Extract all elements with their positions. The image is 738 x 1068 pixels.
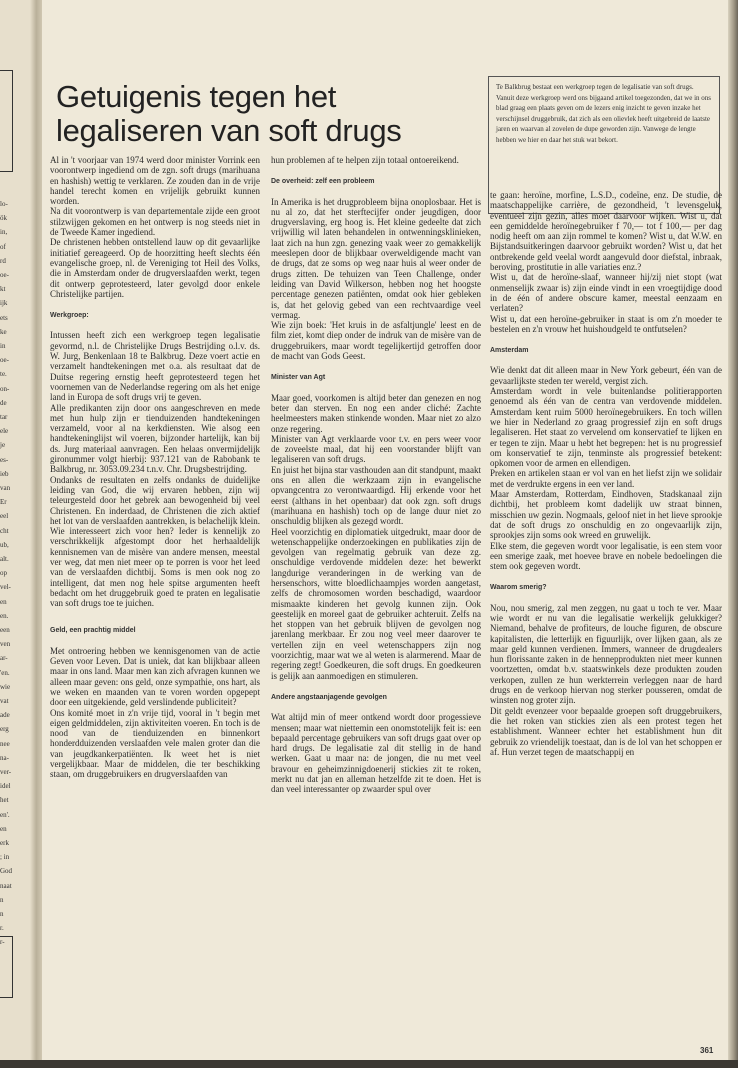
previous-page-fragment: en: [0, 824, 7, 833]
previous-page-fragment: ijk: [0, 299, 8, 308]
previous-page-fragment: en: [0, 597, 7, 606]
paragraph: Elke stem, die gegeven wordt voor legalisatie, is een stem voor een smerige zaak, met hoevee brave en nobele bedoelingen die stem ook gegeven wordt.: [490, 540, 722, 572]
previous-page-fragment: ök: [0, 214, 7, 223]
previous-page-fragment: van: [0, 484, 11, 492]
section-heading: Waarom smerig?: [490, 584, 547, 592]
previous-page-fragment: vel-: [0, 583, 11, 592]
section-heading: De overheid: zelf een probleem: [271, 178, 375, 186]
previous-page-fragment: oe-: [0, 271, 9, 279]
paragraph: Na dit voorontwerp is van departementale zijde een groot stilzwijgen gekomen en het ontwerp is nog steeds niet in de Tweede Kamer ingediend.: [50, 206, 260, 238]
article-title: Getuigenis tegen het legaliseren van soft drugs: [56, 79, 402, 148]
previous-page-fragment: erg: [0, 725, 9, 734]
previous-page-fragment: n: [0, 895, 4, 904]
paragraph: Nou, nou smerig, zal men zeggen, nu gaat u toch te ver. Maar wie wordt er nu van die legalisatie werkelijk gelukkiger? Niemand, behalve de profiteurs, de louche figuren, de obscure kapitalisten, die letterlijk en figuurlijk, over lijken gaan, als ze maar geld kunnen verdienen. Immers, wanneer de drugdealers hun florissante zaken in de hennepprodukten niet meer kunnen voortzetten, omdat b.v. staatswinkels deze produkten zouden verkopen, zullen ze hun werkterrein verleggen naar de hard drugs en de verkoop hiervan nog sterker pousseren, omdat de winsten nog groter zijn.: [490, 602, 722, 706]
page-number: 361: [700, 1046, 714, 1055]
paragraph: Ons komité moet in z'n vrije tijd, vooral in 't begin met eigen geldmiddelen, zijn aktiviteiten voeren. En toch is de nood van de tienduizenden en binnenkort honderdduizenden verslaafden vele malen groter dan die van jeugdkankerpatiënten. Ik weet het is niet vergelijkbaar. Maar de middelen, die ter beschikking staan, om druggebruikers en drugverslaafden van: [50, 707, 260, 780]
paragraph: Dit geldt evenzeer voor bepaalde groepen soft druggebruikers, die het roken van stickies zien als een protest tegen het establishment. Wanneer echter het establishment hun dit gebruik zo vriendelijk toestaat, dan is de lol van het schoppen er af. Hun verzet tegen de maatschappij en: [490, 705, 722, 757]
paragraph: hun problemen af te helpen zijn totaal ontoereikend.: [271, 155, 459, 165]
previous-page-fragment: cht: [0, 526, 9, 535]
previous-page-fragment: in,: [0, 228, 8, 237]
previous-page-fragment: r-: [0, 938, 5, 947]
previous-page-fragment: en'.: [0, 810, 10, 819]
previous-page-fragment: kt: [0, 285, 6, 294]
previous-page-fragment: en.: [0, 611, 9, 620]
previous-page-fragment: r.: [0, 924, 4, 933]
previous-page-fragment: ets: [0, 313, 8, 322]
section-heading: Andere angstaanjagende gevolgen: [271, 693, 387, 701]
paragraph: Wist u, dat een heroïne-gebruiker in staat is om z'n moeder te bestelen en z'n vrouw het huishoudgeld te ontfutselen?: [490, 313, 722, 334]
paragraph: Maar Amsterdam, Rotterdam, Eindhoven, Stadskanaal zijn dichtbij, het probleem komt dadelijk uw straat binnen, misschien uw gezin. Nogmaals, geloof niet in het lieve sprookje dat de soft drugs zo onschuldig en zo ongevaarlijk zijn, sprookjes zijn soms ook wreed en gruwelijk.: [490, 489, 722, 541]
previous-page-fragment: rd: [0, 256, 6, 265]
previous-page-fragment: wie: [0, 682, 11, 691]
previous-page-fragment: n: [0, 910, 4, 918]
previous-page-fragment: de: [0, 398, 7, 407]
previous-page-fragment: on-: [0, 384, 10, 393]
paragraph: De christenen hebben ontstellend lauw op dit gevaarlijke initiatief gereageerd. Op de hoorzitting heeft slechts één evangelische groep, nl. de Vereniging tot Heil des Volks, die in Amsterdam onder de drugverslaafden werkt, tegen dit ontwerp geprotesteerd, later gevolgd door enkele Christelijke partijen.: [50, 237, 260, 299]
column-3: [490, 190, 722, 757]
section-heading: Werkgroep:: [50, 312, 89, 320]
paragraph: Wie zijn boek: 'Het kruis in de asfaltjungle' leest en de film ziet, komt diep onder de indruk van de misère van de druggebruikers, maar wordt tegelijkertijd getroffen door de macht van Gods Geest.: [271, 320, 481, 362]
previous-page-fragment: alt.: [0, 555, 9, 563]
previous-page-fragment: ven: [0, 640, 11, 649]
previous-page-fragment: Er: [0, 498, 7, 507]
previous-page-fragment: ade: [0, 711, 10, 720]
previous-page-fragment: je: [0, 441, 6, 450]
paragraph: Intussen heeft zich een werkgroep tegen legalisatie gevormd, n.l. de Christelijke Drugs Bestrijding o.l.v. ds. W. Jurg, Benkenlaan 18 te Balkbrug. Deze voert actie en verzamelt handtekeningen met o.a. als resultaat dat de Duitse regering ernstig heeft geprotesteerd tegen het voornemen van de Nederlandse regering om als het enige land in Europa de soft drugs vrij te geven.: [50, 330, 260, 403]
paragraph: Alle predikanten zijn door ons aangeschreven en mede met hun hulp zijn er tienduizenden handtekeningen verzameld, voor al na kerkdiensten. Wie alsog een handtekeninglijst wil voeren, bijzonder hartelijk, kan bij ds. Jurg materiaal aanvragen. Een helaas onvermijdelijk gironummer volgt hierbij: 937.121 van de Rabobank te Balkbrug, nr. 3053.09.234 t.n.v. Chr. Drugsbestrijding.: [50, 402, 260, 475]
previous-page-fragment: es-: [0, 455, 9, 464]
previous-page-fragment: ele: [0, 427, 9, 436]
previous-page-fragment: oe-: [0, 356, 9, 365]
section-heading: Amsterdam: [490, 347, 529, 355]
paragraph: Heel voorzichtig en diplomatiek uitgedrukt, maar door de wetenschappelijke onderzoekingen en publikaties zijn de gevolgen van regelmatig gebruik van deze zg. onschuldige verdovende middelen deze: het bewerkt langdurige veranderingen in de werking van de hersenschors, witte bloedlichaampjes worden aangetast, zelfs de chromosomen worden beschadigd, waardoor mismaakte kinderen het gevolg kunnen zijn. Ook geestelijk en moreel gaat de gebruiker achteruit. Zelfs na het stoppen van het gebruik blijven de gevolgen nog jarenlang merkbaar. Er zou nog veel meer daarover te vertellen zijn en veel wetenschappers zijn nog voorzichtig, maar wat we al weten is alarmerend. Maar de regering zegt! Goedkeuren, die soft drugs. En goedkeuren is gelijk aan aanmoedigen en stimuleren.: [271, 526, 481, 681]
previous-page-fragment: na-: [0, 753, 9, 762]
previous-page-fragment: ke: [0, 327, 7, 336]
previous-page-fragment: ver-: [0, 768, 12, 776]
previous-page-fragment: te.: [0, 370, 7, 379]
paragraph: Amsterdam wordt in vele buitenlandse politierapporten genoemd als één van de centra van verdovende middelen. Amsterdam kent ruim 5000 heroïnegebruikers. En toch willen we hier in Nederland zo graag progressief zijn en soft drugs legaliseren. Het staat zo vervelend om konservatief te lijken en er tegen te zijn. Maar u hebt het begrepen: het is nu progressief om konservatief te zijn, tenminste als progressief betekent: opkomen voor de armen en ellendigen.: [490, 386, 722, 469]
previous-page-fragment: ; in: [0, 853, 10, 862]
paragraph: Maar goed, voorkomen is altijd beter dan genezen en nog beter dan sterven. En nog een ander cliché: Zachte heelmeesters maken stinkende wonden. Maar niet zo alzo onze regering.: [271, 392, 481, 434]
previous-page-fragment: een: [0, 626, 10, 634]
paragraph: En juist het bijna star vasthouden aan dit standpunt, maakt ons en allen die werkzaam zijn in evangelische opvangcentra zo verontwaardigd. Hij erkende voor het eerst (althans in het openbaar) dat ook zgn. soft drugs (marihuana en hashish) toch op de lange duur niet zo onschuldig blijken als gezegd wordt.: [271, 464, 481, 527]
paragraph: Minister van Agt verklaarde voor t.v. en pers weer voor de zoveelste maal, dat hij een voorstander blijft van legaliseren van soft drugs.: [271, 433, 481, 465]
editorial-note-box: Te Balkbrug bestaat een werkgroep tegen de legalisatie van soft drugs. Vanuit deze werkgroep werd ons bijgaand artikel toegezonden, dat we in ons blad graag een plaats geven om de lezers enig inzicht te geven inzake het verschijnsel druggebruik, dat zich als een olievlek heeft uitgebreid de laatste jaren en waarvan al zovelen de dupe geworden zijn. Vanwege de lengte hebben we hier en daar het stuk wat bekort.: [488, 76, 720, 214]
previous-page-fragment: naat: [0, 881, 12, 890]
paragraph: Ondanks de resultaten en zelfs ondanks de duidelijke leiding van God, die wij ervaren hebben, zijn wij teleurgesteld door het gebrek aan bewogenheid bij veel Christenen. En inderdaad, de Christenen die zich aktief het lot van de verslaafden aantrekken, is belachelijk klein. Wie interesseert zich voor hen? Ieder is kennelijk zo verschrikkelijk afgestompt door het herhaaldelijk kennisnemen van de misère van andere mensen, meestal ver weg, dat men niet meer op te porren is voor het leed van de verslaafden dichtbij. Soms is men ook nog zo intelligent, dat men nog hele spitse argumenten heeft bedacht om het druggebruik goed te praten en legalisatie van soft drugs toe te juichen.: [50, 474, 260, 609]
paragraph: Met ontroering hebben we kennisgenomen van de actie Geven voor Leven. Dat is uniek, dat kan blijkbaar alleen maar in ons land. Maar men kan zich afvragen kunnen we alleen maar geven: ons geld, onze sympathie, ons hart, als we weken en maanden van te voren worden opgepept door een uitgekiende, geld verslindende publiciteit?: [50, 645, 260, 708]
previous-page-fragment: het: [0, 796, 9, 805]
paragraph: Al in 't voorjaar van 1974 werd door minister Vorrink een voorontwerp ingediend om de zgn. soft drugs (marihuana en hashish) wettig te verklaren. Ze zouden dan in de vrije handel terecht komen en vrijelijk gebruikt kunnen worden.: [50, 155, 260, 207]
previous-page-fragment: lo-: [0, 200, 8, 208]
section-heading: Geld, een prachtig middel: [50, 627, 136, 635]
column-1: [50, 155, 260, 780]
magazine-page: [42, 0, 730, 1060]
previous-page-fragment: in: [0, 342, 6, 350]
previous-page-box: [0, 70, 13, 172]
previous-page-fragment: nee: [0, 739, 10, 748]
paragraph: In Amerika is het drugprobleem bijna onoplosbaar. Het is nu al zo, dat het sterftecijfer onder jeugdigen, door drugverslaving, erg hoog is. Het kleine gedeelte dat zich vrijwillig wil laten behandelen in ontwenningsklinieken, laat zich na hun zgn. genezing vaak weer zo gemakkelijk meeslepen door de blijkbaar overweldigende macht van de drugs, dat ze soms op weg naar huis al weer onder de drugs zitten. De tehuizen van Teen Challenge, onder leiding van David Wilkerson, hebben nog het hoogste percentage genezen patiënten, omdat ook hier gebleken is, dat het gelovig gebed van een rechtvaardige veel vermag.: [271, 196, 481, 320]
paragraph: te gaan: heroïne, morfine, L.S.D., codeïne, enz. De studie, de maatschappelijke carrière, de gezondheid, 't levensgeluk, eventueel zijn gezin, alles moet daarvoor wijken. Wist u, dat een gemiddelde heroïnegebruiker f 70,— tot f 100,— per dag nodig heeft om aan zijn rommel te komen? Wist u, dat W.W. en Bijstandsuitkeringen daarvoor gebruikt worden? Wist u, dat het ontbrekende geld veelal wordt aangevuld door diefstal, inbraak, beroving, prostitutie in alle variaties enz.?: [490, 190, 722, 273]
previous-page-fragment: ub,: [0, 540, 9, 549]
previous-page-fragment: tar: [0, 413, 8, 421]
page-right-edge: [728, 0, 738, 1060]
paragraph: Wist u, dat de heroïne-slaaf, wanneer hij/zij niet stopt (wat onmenselijk zwaar is) zijn einde vindt in een vroegtijdige dood in de één of andere obscure kamer, meestal eenzaam en verlaten?: [490, 272, 722, 314]
paragraph: Wie denkt dat dit alleen maar in New York gebeurt, één van de gevaarlijkste steden ter wereld, vergist zich.: [490, 365, 722, 386]
previous-page-fragment: of: [0, 242, 6, 251]
previous-page-fragment: vat: [0, 697, 9, 705]
previous-page-fragment: 'en.: [0, 668, 10, 677]
previous-page-fragment: God: [0, 867, 13, 876]
section-heading: Minister van Agt: [271, 374, 326, 382]
previous-page-fragment: idel: [0, 782, 11, 791]
previous-page-fragment: op: [0, 569, 7, 578]
paragraph: Preken en artikelen staan er vol van en het liefst zijn we solidair met de verdrukte ergens in een ver land.: [490, 468, 722, 489]
paragraph: Wat altijd min of meer ontkend wordt door progessieve mensen; maar wat niettemin een onomstotelijk feit is: een bepaald percentage gebruikers van soft drugs gaat over op hard drugs. De legalisatie zal dit stellig in de hand werken. Gaat u maar na: de jongen, die nu met veel bravour en geheimzinnigdoenerij stickies zit te roken, merkt nu dat jan en alleman hetzelfde zit te doen. Het is dan veel interessanter op zwaarder spul over: [271, 712, 481, 795]
previous-page-fragment: ar-: [0, 654, 8, 663]
scan-bottom-edge: [0, 1060, 738, 1068]
previous-page-fragment: erk: [0, 839, 9, 847]
column-2: [271, 155, 481, 795]
previous-page-fragment: eel: [0, 512, 9, 521]
previous-page-fragment: ieb: [0, 469, 9, 478]
